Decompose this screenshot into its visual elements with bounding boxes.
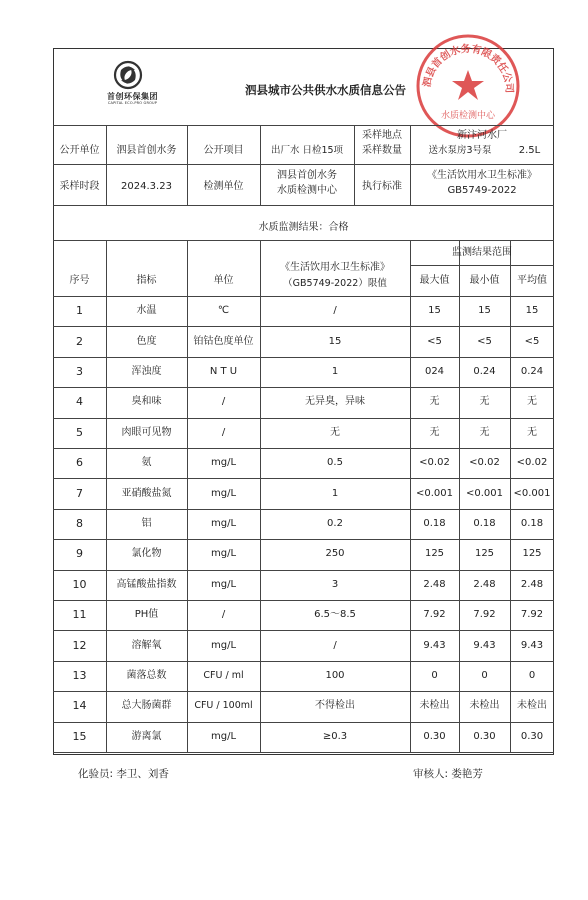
row-indicator: 亚硝酸盐氮 <box>121 487 172 499</box>
row-min: 未检出 <box>469 700 500 712</box>
row-indicator: 铝 <box>141 518 152 529</box>
row-number: 7 <box>76 486 83 500</box>
row-limit: 250 <box>325 548 345 560</box>
logo-english-text: CAPITAL ECO-PRO GROUP <box>107 101 158 105</box>
row-unit: mg/L <box>210 487 237 499</box>
value-sampling-quantity: 2.5L <box>518 145 541 156</box>
row-number: 5 <box>76 425 83 439</box>
row-avg: 无 <box>527 396 537 408</box>
row-avg: 0.30 <box>520 730 544 742</box>
row-avg: 125 <box>522 548 542 560</box>
row-min: 9.43 <box>473 639 496 651</box>
row-number: 11 <box>72 608 87 622</box>
header-item: 指标 <box>136 275 157 286</box>
row-avg: 0.24 <box>520 366 544 377</box>
row-number: 1 <box>76 304 83 318</box>
header-limit-code: （GB5749-2022）限值 <box>283 278 387 289</box>
seal-subtext: 水质检测中心 <box>440 111 496 121</box>
value-sampling-time: 2024.3.23 <box>121 181 172 192</box>
table-row-rule <box>53 661 554 662</box>
header-max: 最大值 <box>419 275 450 286</box>
row-min: <5 <box>477 335 492 347</box>
row-number: 4 <box>76 395 83 409</box>
row-min: <0.02 <box>469 457 500 469</box>
table-header-rule <box>53 296 554 297</box>
row-avg: 未检出 <box>517 700 547 712</box>
row-limit: 100 <box>325 670 345 681</box>
row-avg: <5 <box>524 335 540 347</box>
info-bottom-rule <box>53 205 554 206</box>
tester-signature: 化验员: 李卫、刘香 <box>78 768 169 780</box>
header-divider <box>53 125 554 126</box>
table-row-rule <box>53 630 554 631</box>
row-limit: / <box>333 639 337 651</box>
row-limit: 15 <box>328 335 342 347</box>
row-indicator: 总大肠菌群 <box>121 700 172 712</box>
row-min: 7.92 <box>473 609 496 621</box>
row-indicator: PH值 <box>134 609 159 621</box>
row-unit: CFU / ml <box>203 670 244 681</box>
row-unit: mg/L <box>210 548 237 560</box>
row-avg: 9.43 <box>520 639 544 651</box>
row-limit: 无 <box>330 426 340 438</box>
row-min: <0.001 <box>465 487 503 499</box>
row-unit: N T U <box>209 366 238 377</box>
header-unit: 单位 <box>213 275 234 286</box>
value-standard-code: GB5749-2022 <box>447 185 517 196</box>
row-limit: / <box>333 305 337 317</box>
row-min: 无 <box>479 396 490 408</box>
value-standard-name: 《生活饮用水卫生标准》 <box>427 170 537 181</box>
range-header-rule <box>410 265 554 266</box>
row-max: 0.18 <box>423 518 446 529</box>
page-title: 泗县城市公共供水水质信息公告 <box>245 83 406 97</box>
row-indicator: 色度 <box>136 335 157 347</box>
header-range: 监测结果范围 <box>452 247 512 258</box>
row-avg: <0.02 <box>516 457 548 469</box>
label-test-org: 检测单位 <box>203 181 244 192</box>
table-row-rule <box>53 448 554 449</box>
table-row-rule <box>53 418 554 419</box>
row-unit: mg/L <box>210 730 237 742</box>
row-min: 125 <box>474 548 495 560</box>
row-indicator: 浑浊度 <box>131 366 162 377</box>
row-min: 无 <box>479 426 490 438</box>
row-max: 7.92 <box>423 609 446 621</box>
row-limit: 6.5～8.5 <box>314 609 356 621</box>
row-max: 无 <box>429 426 440 438</box>
row-min: 0.18 <box>473 518 496 529</box>
row-avg: 2.48 <box>520 578 544 590</box>
row-avg: 15 <box>525 305 539 317</box>
row-max: 2.48 <box>423 578 446 590</box>
row-max: 9.43 <box>423 639 446 651</box>
row-unit: CFU / 100ml <box>194 700 253 712</box>
row-max: 15 <box>428 305 441 317</box>
logo-text: 首创环保集团 <box>107 92 158 101</box>
seal-text: 泗县首创水务有限责任公司 <box>421 43 515 94</box>
table-row-rule <box>53 357 554 358</box>
row-min: 15 <box>478 305 491 317</box>
row-unit: mg/L <box>210 639 237 651</box>
row-max: 无 <box>429 396 440 408</box>
row-number: 8 <box>76 517 83 530</box>
row-max: 0 <box>431 670 438 681</box>
header-min: 最小值 <box>469 275 500 286</box>
company-logo <box>95 60 170 105</box>
row-indicator: 溶解氧 <box>131 639 162 651</box>
table-row-rule <box>53 752 554 753</box>
row-avg: 0 <box>528 670 536 681</box>
table-row-rule <box>53 539 554 540</box>
row-max: <0.001 <box>415 487 453 499</box>
table-row-rule <box>53 570 554 571</box>
label-standard: 执行标准 <box>362 181 402 192</box>
label-sampling-site: 采样地点 <box>362 130 402 141</box>
header-limit: 《生活饮用水卫生标准》 <box>280 262 390 273</box>
label-sampling-quantity: 采样数量 <box>362 145 402 156</box>
row-limit: 3 <box>331 578 339 590</box>
row-number: 15 <box>72 729 87 743</box>
info-row-divider <box>53 164 554 165</box>
row-indicator: 肉眼可见物 <box>121 426 172 438</box>
header-avg: 平均值 <box>517 275 547 286</box>
value-sampling-site: 新汴河水厂 <box>457 130 507 141</box>
table-row-rule <box>53 691 554 692</box>
value-disclose-item: 出厂水 日检15项 <box>270 145 344 156</box>
row-number: 12 <box>72 638 87 652</box>
row-unit: mg/L <box>210 518 237 529</box>
value-test-org: 泗县首创水务 <box>277 170 337 181</box>
row-max: 0.30 <box>423 730 446 742</box>
row-avg: 无 <box>527 426 537 438</box>
table-row-rule <box>53 722 554 723</box>
row-indicator: 游离氯 <box>131 730 162 742</box>
row-number: 9 <box>76 547 83 561</box>
value-disclose-unit: 泗县首创水务 <box>116 145 177 156</box>
row-indicator: 氨 <box>141 457 152 469</box>
row-max: 024 <box>424 366 445 377</box>
row-unit: mg/L <box>210 578 237 590</box>
table-divider <box>187 125 188 205</box>
row-indicator: 臭和味 <box>131 396 162 408</box>
row-limit: ≥0.3 <box>322 730 348 742</box>
row-number: 2 <box>76 334 83 348</box>
row-limit: 1 <box>331 366 339 377</box>
header-no: 序号 <box>69 275 90 286</box>
table-row-rule <box>53 509 554 510</box>
row-limit: 0.2 <box>327 518 343 529</box>
table-row-rule <box>53 600 554 601</box>
value-sampling-pump: 送水泵房3号泵 <box>428 145 492 156</box>
row-indicator: 水温 <box>136 305 157 317</box>
label-disclose-unit: 公开单位 <box>59 145 100 156</box>
row-unit: / <box>221 426 226 438</box>
row-indicator: 氯化物 <box>131 548 162 560</box>
row-max: 未检出 <box>419 700 450 712</box>
row-avg: 0.18 <box>520 518 544 529</box>
result-title-rule <box>53 240 554 241</box>
row-min: 0.24 <box>473 366 496 377</box>
row-limit: 无异臭，异味 <box>305 396 365 408</box>
label-disclose-item: 公开项目 <box>203 145 244 156</box>
row-number: 6 <box>76 456 83 470</box>
row-avg: <0.001 <box>513 487 551 499</box>
row-unit: 铂钴色度单位 <box>193 335 254 347</box>
row-max: <5 <box>427 335 442 347</box>
row-avg: 7.92 <box>520 609 544 621</box>
row-limit: 不得检出 <box>315 700 355 712</box>
row-unit: / <box>221 396 226 408</box>
row-indicator: 菌落总数 <box>126 670 167 681</box>
table-row-rule <box>53 478 554 479</box>
row-unit: ℃ <box>217 305 230 317</box>
row-unit: mg/L <box>210 457 237 469</box>
row-unit: / <box>221 609 226 621</box>
row-number: 3 <box>76 365 83 378</box>
reviewer-signature: 审核人: 娄艳芳 <box>413 768 483 780</box>
table-row-rule <box>53 326 554 327</box>
row-number: 13 <box>72 669 87 682</box>
row-max: 125 <box>424 548 445 560</box>
result-title: 水质监测结果：合格 <box>258 222 349 233</box>
table-divider <box>106 125 107 205</box>
row-indicator: 高锰酸盐指数 <box>116 578 177 590</box>
table-row-rule <box>53 387 554 388</box>
row-min: 2.48 <box>473 578 496 590</box>
value-test-org-center: 水质检测中心 <box>277 185 337 196</box>
logo-swirl-icon <box>112 60 144 90</box>
row-min: 0.30 <box>473 730 496 742</box>
row-max: <0.02 <box>419 457 450 469</box>
row-number: 14 <box>72 699 87 713</box>
row-limit: 0.5 <box>327 457 343 469</box>
label-sampling-time: 采样时段 <box>59 181 100 192</box>
row-number: 10 <box>72 577 87 591</box>
row-limit: 1 <box>331 487 339 499</box>
row-min: 0 <box>481 670 488 681</box>
